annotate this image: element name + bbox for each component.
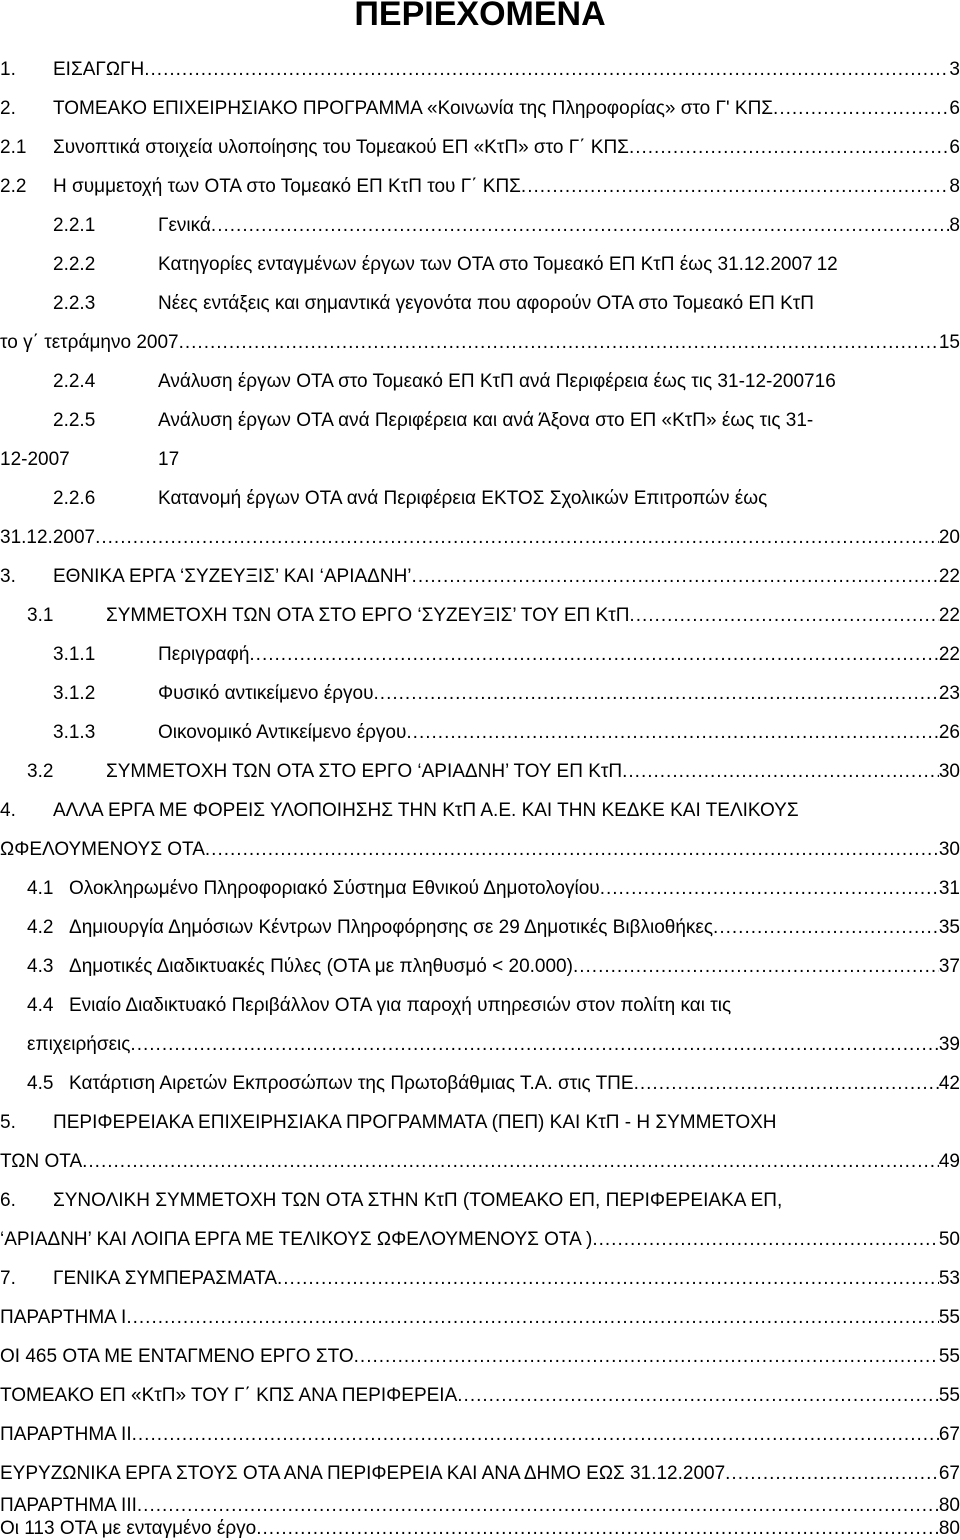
toc-page: 12 <box>816 254 838 275</box>
toc-leader <box>412 558 939 596</box>
toc-entry-continuation[interactable] <box>0 1143 960 1181</box>
toc-page: 26 <box>938 722 960 743</box>
toc-page: 23 <box>938 683 960 704</box>
toc-entry[interactable] <box>0 675 960 713</box>
toc-entry[interactable] <box>0 1260 960 1298</box>
toc-entry[interactable] <box>0 285 960 323</box>
toc-leader <box>457 1377 939 1415</box>
toc-title: ΤΟΜΕΑΚΟ ΕΠ «ΚτΠ» ΤΟΥ Γ΄ ΚΠΣ ΑΝΑ ΠΕΡΙΦΕΡΕΙΑ <box>0 1385 458 1406</box>
toc-entry-continuation[interactable] <box>0 441 960 479</box>
toc-title: ΑΛΛΑ ΕΡΓΑ ΜΕ ΦΟΡΕΙΣ ΥΛΟΠΟΙΗΣΗΣ ΤΗΝ ΚτΠ Α.Ε. ΚΑΙ ΤΗΝ ΚΕΔΚΕ ΚΑΙ ΤΕΛΙΚΟΥΣ <box>53 800 799 821</box>
toc-title: Κατηγορίες ενταγμένων έργων των ΟΤΑ στο Τομεακό ΕΠ ΚτΠ έως 31.12.2007 <box>158 254 813 275</box>
toc-leader <box>249 636 938 674</box>
toc-title: ΕΥΡΥΖΩΝΙΚΑ ΕΡΓΑ ΣΤΟΥΣ ΟΤΑ ΑΝΑ ΠΕΡΙΦΕΡΕΙΑ ΚΑΙ ΑΝΑ ΔΗΜΟ ΕΩΣ 31.12.2007 <box>0 1463 726 1484</box>
toc-page: 16 <box>814 371 836 392</box>
toc-page: 20 <box>938 527 960 548</box>
toc-leader <box>629 129 949 167</box>
toc-leader <box>95 519 939 557</box>
toc-page: 50 <box>938 1229 960 1250</box>
toc-title: επιχειρήσεις <box>27 1034 131 1055</box>
toc-number: 4.5 <box>27 1073 54 1094</box>
toc-entry[interactable] <box>0 792 960 830</box>
toc-entry[interactable] <box>0 1338 960 1376</box>
toc-title: ΤΩΝ ΟΤΑ <box>0 1151 83 1172</box>
toc-title: ΤΟΜΕΑΚΟ ΕΠΙΧΕΙΡΗΣΙΑΚΟ ΠΡΟΓΡΑΜΜΑ «Κοινωνία της Πληροφορίας» στο Γ' ΚΠΣ <box>53 98 774 119</box>
toc-title: ‘ΑΡΙΑΔΝΗ’ ΚΑΙ ΛΟΙΠΑ ΕΡΓΑ ΜΕ ΤΕΛΙΚΟΥΣ ΩΦΕΛΟΥΜΕΝΟΥΣ ΟΤΑ ) <box>0 1229 593 1250</box>
page-title: ΠΕΡΙΕΧΟΜΕΝΑ <box>354 0 606 33</box>
toc-number: 2.2.1 <box>53 215 96 236</box>
toc-entry[interactable] <box>0 1065 960 1103</box>
toc-leader <box>205 831 939 869</box>
toc-page: 17 <box>158 449 180 470</box>
toc-title: ΣΥΜΜΕΤΟΧΗ ΤΩΝ ΟΤΑ ΣΤΟ ΕΡΓΟ ‘ΑΡΙΑΔΝΗ’ ΤΟΥ ΕΠ ΚτΠ <box>106 761 623 782</box>
toc-entry[interactable] <box>0 1299 960 1337</box>
toc-page: 67 <box>938 1463 960 1484</box>
toc-entry[interactable] <box>0 948 960 986</box>
toc-title: ΣΥΜΜΕΤΟΧΗ ΤΩΝ ΟΤΑ ΣΤΟ ΕΡΓΟ ‘ΣΥΖΕΥΞΙΣ’ ΤΟΥ ΕΠ ΚτΠ <box>106 605 630 626</box>
toc-page: 31 <box>938 878 960 899</box>
toc-number: 1. <box>0 59 16 80</box>
toc-number: 4.2 <box>27 917 54 938</box>
toc-page: 55 <box>938 1385 960 1406</box>
toc-entry[interactable] <box>0 753 960 791</box>
toc-entry[interactable] <box>0 870 960 908</box>
toc-title: Κατανομή έργων ΟΤΑ ανά Περιφέρεια ΕΚΤΟΣ Σχολικών Επιτροπών έως <box>158 488 768 509</box>
toc-title: 31.12.2007 <box>0 527 96 548</box>
toc-entry-continuation[interactable] <box>0 1026 960 1064</box>
toc-title: Ανάλυση έργων ΟΤΑ ανά Περιφέρεια και ανά Άξονα στο ΕΠ «ΚτΠ» έως τις 31- <box>158 410 814 431</box>
toc-leader <box>634 1065 939 1103</box>
toc-title: Γενικά <box>158 215 211 236</box>
toc-entry[interactable] <box>0 90 960 128</box>
toc-title: Φυσικό αντικείμενο έργου <box>158 683 374 704</box>
toc-entry[interactable] <box>0 597 960 635</box>
toc-page: 30 <box>938 761 960 782</box>
toc-leader <box>713 909 939 947</box>
toc-leader <box>82 1143 939 1181</box>
toc-number: 7. <box>0 1268 16 1289</box>
toc-entry[interactable] <box>0 168 960 206</box>
toc-page: 39 <box>938 1034 960 1055</box>
toc-leader <box>374 675 939 713</box>
toc-title: ΠΕΡΙΦΕΡΕΙΑΚΑ ΕΠΙΧΕΙΡΗΣΙΑΚΑ ΠΡΟΓΡΑΜΜΑΤΑ (ΠΕΠ) ΚΑΙ ΚτΠ - Η ΣΥΜΜΕΤΟΧΗ <box>53 1112 777 1133</box>
toc-entry[interactable] <box>0 480 960 518</box>
toc-entry-continuation[interactable] <box>0 324 960 362</box>
toc-entry[interactable] <box>0 1517 960 1540</box>
toc-page: 22 <box>938 644 960 665</box>
toc-leader <box>622 753 939 791</box>
toc-title: Περιγραφή <box>158 644 250 665</box>
toc-number: 2.2.2 <box>53 254 96 275</box>
toc-number: 2.2 <box>0 176 27 197</box>
toc-leader <box>256 1517 939 1540</box>
toc-entry[interactable] <box>0 51 960 89</box>
toc-number: 6. <box>0 1190 16 1211</box>
toc-title: Ανάλυση έργων ΟΤΑ στο Τομεακό ΕΠ ΚτΠ ανά Περιφέρεια έως τις 31-12-2007 <box>158 371 815 392</box>
toc-page: 80 <box>938 1518 960 1539</box>
toc-entry[interactable] <box>0 909 960 947</box>
toc-title: Κατάρτιση Αιρετών Εκπροσώπων της Πρωτοβάθμιας Τ.Α. στις ΤΠΕ <box>69 1073 634 1094</box>
toc-page: 22 <box>938 566 960 587</box>
toc-title: ΕΘΝΙΚΑ ΕΡΓΑ ‘ΣΥΖΕΥΞΙΣ’ ΚΑΙ ‘ΑΡΙΑΔΝΗ’ <box>53 566 412 587</box>
toc-page: 80 <box>938 1495 960 1516</box>
toc-number: 5. <box>0 1112 16 1133</box>
toc-title: Συνοπτικά στοιχεία υλοποίησης του Τομεακού ΕΠ «ΚτΠ» στο Γ΄ ΚΠΣ <box>53 137 629 158</box>
toc-page: 6 <box>949 137 960 158</box>
toc-page: 55 <box>938 1307 960 1328</box>
toc-title: ΟΙ 465 ΟΤΑ ΜΕ ΕΝΤΑΓΜΕΝΟ ΕΡΓΟ ΣΤΟ <box>0 1346 354 1367</box>
toc-number: 3.1 <box>27 605 54 626</box>
toc-title: 12-2007 <box>0 449 70 470</box>
toc-title: Η συμμετοχή των ΟΤΑ στο Τομεακό ΕΠ ΚτΠ του Γ΄ ΚΠΣ <box>53 176 521 197</box>
toc-leader <box>354 1338 939 1376</box>
toc-leader <box>406 714 938 752</box>
toc-entry-continuation[interactable] <box>0 519 960 557</box>
toc-entry[interactable] <box>0 402 960 440</box>
toc-title: Ενιαίο Διαδικτυακό Περιβάλλον ΟΤΑ για παροχή υπηρεσιών στον πολίτη και τις <box>69 995 732 1016</box>
toc-leader <box>144 51 949 89</box>
toc-title: Νέες εντάξεις και σημαντικά γεγονότα που αφορούν ΟΤΑ στο Τομεακό ΕΠ ΚτΠ <box>158 293 815 314</box>
toc-leader <box>277 1260 939 1298</box>
toc-title: Οι 113 ΟΤΑ με ενταγμένο έργο <box>0 1518 257 1539</box>
toc-title: Δημιουργία Δημόσιων Κέντρων Πληροφόρησης σε 29 Δημοτικές Βιβλιοθήκες <box>69 917 714 938</box>
toc-title: ΠΑΡΑΡΤΗΜΑ ΙΙ <box>0 1424 132 1445</box>
toc-entry[interactable] <box>0 636 960 674</box>
toc-title: ΣΥΝΟΛΙΚΗ ΣΥΜΜΕΤΟΧΗ ΤΩΝ ΟΤΑ ΣΤΗΝ ΚτΠ (ΤΟΜΕΑΚΟ ΕΠ, ΠΕΡΙΦΕΡΕΙΑΚΑ ΕΠ, <box>53 1190 783 1211</box>
toc-leader <box>126 1299 939 1337</box>
toc-number: 2.2.4 <box>53 371 96 392</box>
toc-number: 4. <box>0 800 16 821</box>
toc-entry[interactable] <box>0 1416 960 1454</box>
toc-number: 3.2 <box>27 761 54 782</box>
toc-entry[interactable] <box>0 363 960 401</box>
toc-entry-continuation[interactable] <box>0 831 960 869</box>
toc-leader <box>137 1494 939 1517</box>
toc-title: ΩΦΕΛΟΥΜΕΝΟΥΣ ΟΤΑ <box>0 839 205 860</box>
toc-number: 3.1.3 <box>53 722 96 743</box>
toc-leader <box>725 1455 939 1493</box>
toc-leader <box>211 207 950 245</box>
toc-title: Ολοκληρωμένο Πληροφοριακό Σύστημα Εθνικού Δημοτολογίου <box>69 878 600 899</box>
toc-title: ΠΑΡΑΡΤΗΜΑ Ι <box>0 1307 127 1328</box>
toc-page: 49 <box>938 1151 960 1172</box>
toc-number: 3.1.2 <box>53 683 96 704</box>
toc-page: 37 <box>938 956 960 977</box>
toc-leader <box>629 597 938 635</box>
toc-page: 8 <box>949 176 960 197</box>
toc-entry[interactable] <box>0 714 960 752</box>
toc-entry-continuation[interactable] <box>0 1221 960 1259</box>
toc-page: 42 <box>938 1073 960 1094</box>
toc-leader <box>573 948 939 986</box>
toc-number: 4.4 <box>27 995 54 1016</box>
toc-number: 4.3 <box>27 956 54 977</box>
toc-entry[interactable] <box>0 1377 960 1415</box>
toc-page: 30 <box>938 839 960 860</box>
toc-number: 2.1 <box>0 137 27 158</box>
toc-title: ΕΙΣΑΓΩΓΗ <box>53 59 145 80</box>
toc-leader <box>132 1416 939 1454</box>
toc-leader <box>130 1026 938 1064</box>
toc-number: 3.1.1 <box>53 644 96 665</box>
toc-leader <box>179 324 939 362</box>
toc-entry[interactable] <box>0 1104 960 1142</box>
toc-entry[interactable] <box>0 1494 960 1517</box>
toc-entry[interactable] <box>0 1455 960 1493</box>
toc-page: 3 <box>949 59 960 80</box>
toc-page: 22 <box>938 605 960 626</box>
toc-title: Οικονομικό Αντικείμενο έργου <box>158 722 407 743</box>
toc-page: 67 <box>938 1424 960 1445</box>
toc-page: 53 <box>938 1268 960 1289</box>
toc-number: 2. <box>0 98 16 119</box>
toc-entry[interactable] <box>0 207 960 245</box>
toc-title: ΠΑΡΑΡΤΗΜΑ ΙΙΙ <box>0 1495 137 1516</box>
toc-entry[interactable] <box>0 558 960 596</box>
toc-leader <box>592 1221 939 1259</box>
toc-leader <box>600 870 939 908</box>
toc-number: 2.2.5 <box>53 410 96 431</box>
toc-number: 3. <box>0 566 16 587</box>
toc-entry[interactable] <box>0 987 960 1025</box>
toc-page: 6 <box>949 98 960 119</box>
toc-entry[interactable] <box>0 1182 960 1220</box>
toc-title: το γ΄ τετράμηνο 2007 <box>0 332 179 353</box>
toc-leader <box>521 168 950 206</box>
toc-page: 35 <box>938 917 960 938</box>
toc-leader <box>773 90 949 128</box>
toc-title: ΓΕΝΙΚΑ ΣΥΜΠΕΡΑΣΜΑΤΑ <box>53 1268 277 1289</box>
toc-entry[interactable] <box>0 129 960 167</box>
toc-number: 2.2.6 <box>53 488 96 509</box>
toc-number: 4.1 <box>27 878 54 899</box>
toc-page: 8 <box>949 215 960 236</box>
toc-page: 55 <box>938 1346 960 1367</box>
toc-page: 15 <box>938 332 960 353</box>
toc-number: 2.2.3 <box>53 293 96 314</box>
toc-title: Δημοτικές Διαδικτυακές Πύλες (ΟΤΑ με πληθυσμό < 20.000) <box>69 956 573 977</box>
toc-entry[interactable] <box>0 246 960 284</box>
